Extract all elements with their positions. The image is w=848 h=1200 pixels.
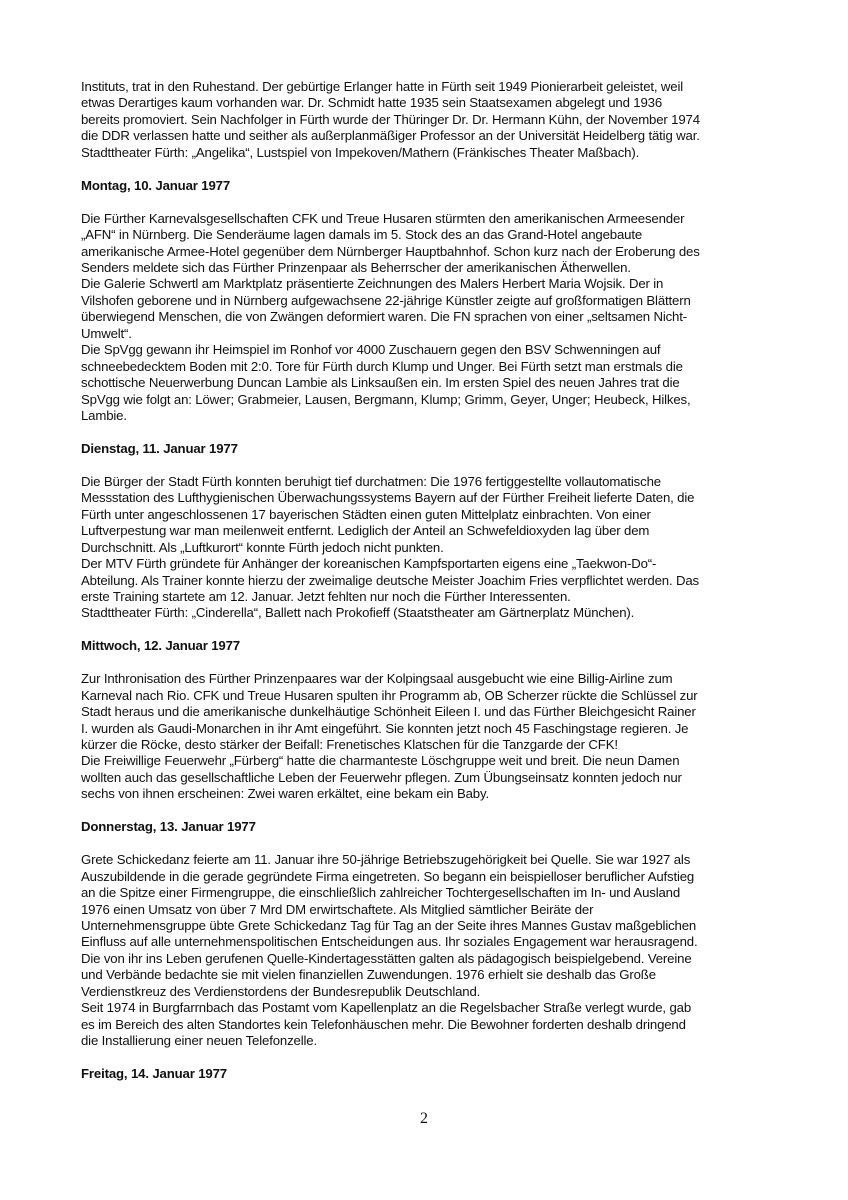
section-body [81,852,781,1049]
text-line: Instituts, trat in den Ruhestand. Der gebürtige Erlanger hatte in Fürth seit 1949 Pionierarbeit geleistet, weil [81,79,684,94]
text-line: SpVgg wie folgt an: Löwer; Grabmeier, Lausen, Bergmann, Klump; Grimm, Geyer, Unger; Heubeck, Hilkes, [81,391,691,407]
text-line: schottische Neuerwerbung Duncan Lambie als Linksaußen ein. Im ersten Spiel des neuen Jahres trat die [81,375,680,391]
text-line: die DDR verlassen hatte und seither als außerplanmäßiger Professor an der Universität Heidelberg tätig war. [81,128,700,144]
intro-paragraph [81,79,781,161]
text-line: Durchschnitt. Als „Luftkurort“ konnte Fürth jedoch nicht punkten. [81,539,444,555]
text-line: die Installierung einer neuen Telefonzelle. [81,1033,317,1049]
document-page [81,79,781,1099]
section-body [81,211,781,425]
text-line: Messstation des Lufthygienischen Überwachungssystems Bayern auf der Fürther Freiheit lieferte Daten, die [81,490,695,506]
text-line: Karneval nach Rio. CFK und Treue Husaren spulten ihr Programm ab, OB Scherzer rückte die Schlüssel zur [81,687,698,703]
text-line: Die SpVgg gewann ihr Heimspiel im Ronhof vor 4000 Zuschauern gegen den BSV Schwenningen auf [81,342,661,358]
text-line: Stadt heraus und die amerikanische dunkelhäutige Schönheit Eileen I. und das Fürther Bleichgesicht Rainer [81,704,696,720]
text-line: Lambie. [81,408,127,424]
section-body [81,671,781,803]
text-line: Verdienstkreuz des Verdienstordens der Bundesrepublik Deutschland. [81,983,481,999]
text-line: Seit 1974 in Burgfarrnbach das Postamt vom Kapellenplatz an die Regelsbacher Straße verlegt wurde, gab [81,1000,691,1016]
date-heading: Donnerstag, 13. Januar 1977 [81,819,256,835]
text-line: Der MTV Fürth gründete für Anhänger der koreanischen Kampfsportarten eigens eine „Taekwon-Do“- [81,556,657,572]
text-line: I. wurden als Gaudi-Monarchen in ihr Amt eingeführt. Sie konnten jetzt noch 45 Faschingstage regieren. Je [81,720,689,736]
date-heading: Mittwoch, 12. Januar 1977 [81,638,240,654]
text-line: sechs von ihnen erscheinen: Zwei waren erkältet, eine bekam ein Baby. [81,786,489,802]
text-line: Die Fürther Karnevalsgesellschaften CFK und Treue Husaren stürmten den amerikanischen Armeesender [81,210,685,226]
text-line: „AFN“ in Nürnberg. Die Senderäume lagen damals im 5. Stock des an das Grand-Hotel angebaute [81,227,643,243]
date-heading: Freitag, 14. Januar 1977 [81,1066,227,1082]
text-line: Unternehmensgruppe übte Grete Schickedanz Tag für Tag an der Seite ihres Mannes Gustav maßgeblichen [81,917,697,933]
text-line: und Verbände bedachte sie mit vielen finanziellen Zuwendungen. 1976 erhielt sie deshalb das Große [81,967,656,983]
date-heading: Montag, 10. Januar 1977 [81,177,230,193]
text-line: Einfluss auf alle unternehmenspolitischen Entscheidungen aus. Ihr soziales Engagement war herausragend. [81,934,698,950]
text-line: es im Bereich des alten Standortes kein Telefonhäuschen mehr. Die Bewohner forderten deshalb dringend [81,1016,686,1032]
text-line: Luftverpestung war man meilenweit entfernt. Lediglich der Anteil an Schwefeldioxyden lag über dem [81,523,650,539]
text-line: Stadttheater Fürth: „Cinderella“, Ballett nach Prokofieff (Staatstheater am Gärtnerplatz München). [81,605,635,621]
text-line: kürzer die Röcke, desto stärker der Beifall: Frenetisches Klatschen für die Tanzgarde der CFK! [81,737,618,753]
text-line: Grete Schickedanz feierte am 11. Januar ihre 50-jährige Betriebszugehörigkeit bei Quelle. Sie war 1927 als [81,852,691,868]
page-number: 2 [420,1110,428,1127]
text-line: 1976 einen Umsatz von über 7 Mrd DM erwirtschaftete. Als Mitglied sämtlicher Beiräte der [81,901,594,917]
text-line: Die Bürger der Stadt Fürth konnten beruhigt tief durchatmen: Die 1976 fertiggestellte vollautomatische [81,473,661,489]
text-line: Abteilung. Als Trainer konnte hierzu der zweimalige deutsche Meister Joachim Fries verpflichtet werden. Das [81,572,699,588]
text-line: Stadttheater Fürth: „Angelika“, Lustspiel von Impekoven/Mathern (Fränkisches Theater Maßbach). [81,144,640,160]
date-heading: Dienstag, 11. Januar 1977 [81,440,238,456]
text-line: Fürth unter angeschlossenen 17 bayerischen Städten einen guten Mittelplatz einbrachten. Von einer [81,506,651,522]
text-line: wollten auch das gesellschaftliche Leben der Feuerwehr pflegen. Zum Übungseinsatz konnten jedoch nur [81,769,682,785]
text-line: Die von ihr ins Leben gerufenen Quelle-Kindertagesstätten galten als pädagogisch beispielgebend. Vereine [81,950,692,966]
text-line: etwas Derartiges kaum vorhanden war. Dr. Schmidt hatte 1935 sein Staatsexamen abgelegt und 1936 [81,95,663,111]
text-line: Die Freiwillige Feuerwehr „Fürberg“ hatte die charmanteste Löschgruppe weit und breit. Die neun Damen [81,753,680,769]
text-line: erste Training startete am 12. Januar. Jetzt fehlten nur noch die Fürther Interessenten. [81,588,571,604]
section-body [81,474,781,622]
section-monday-10-jan [81,178,781,425]
text-line: amerikanische Armee-Hotel gegenüber dem Nürnberger Hauptbahnhof. Schon kurz nach der Eroberung des [81,243,700,259]
text-line: Auszubildende in die gerade gegründete Firma eingetreten. So begann ein beispielloser beruflicher Aufstieg [81,868,695,884]
section-thursday-13-jan [81,819,781,1049]
text-line: überwiegend Menschen, die von Zwängen deformiert waren. Die FN sprachen von einer „seltsamen Nicht- [81,309,687,325]
section-wednesday-12-jan [81,638,781,803]
text-line: an die Spitze einer Firmengruppe, die einschließlich zahlreicher Tochtergesellschaften im In- und Ausland [81,885,681,901]
text-line: Umwelt“. [81,325,132,341]
section-friday-14-jan [81,1066,781,1082]
text-line: Senders meldete sich das Fürther Prinzenpaar als Beherrscher der amerikanischen Ätherwellen. [81,259,631,275]
text-line: bereits promoviert. Sein Nachfolger in Fürth wurde der Thüringer Dr. Dr. Hermann Kühn, der November 1974 [81,111,700,127]
text-line: schneebedecktem Boden mit 2:0. Tore für Fürth durch Klump und Unger. Bei Fürth setzt man erstmals die [81,358,683,374]
text-line: Die Galerie Schwertl am Marktplatz präsentierte Zeichnungen des Malers Herbert Maria Wojsik. Der in [81,276,664,292]
text-line: Zur Inthronisation des Fürther Prinzenpaares war der Kolpingsaal ausgebucht wie eine Billig-Airline zum [81,671,673,687]
section-tuesday-11-jan [81,441,781,622]
text-line: Vilshofen geborene und in Nürnberg aufgewachsene 22-jährige Künstler zeigte auf großformatigen Blättern [81,292,691,308]
